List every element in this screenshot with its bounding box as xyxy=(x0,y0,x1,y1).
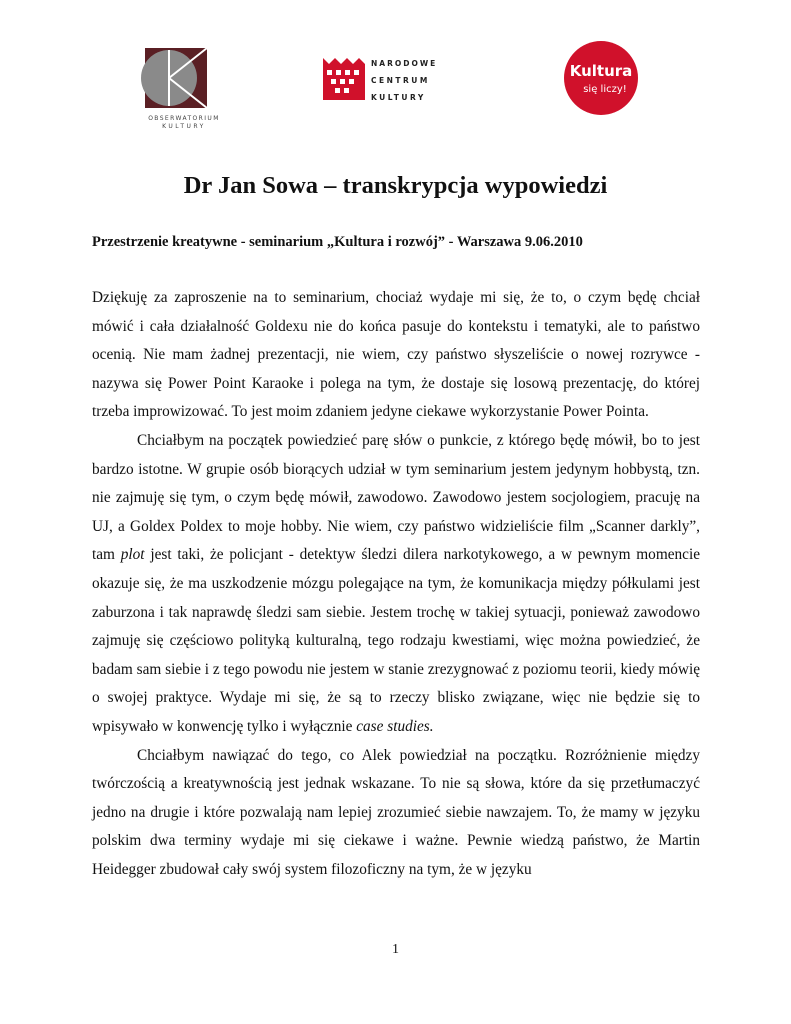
observatorium-line1: OBSERWATORIUM xyxy=(148,115,220,122)
paragraph-2-part-a: Chciałbym na początek powiedzieć parę słów o punkcie, z którego będę mówił, bo to jest bardzo istotne. W grupie osób biorących udział w tym seminarium jestem jedynym hobbystą, tzn. nie zajmuję się tym, o czym będę mówił, zawodowo. Zawodowo jestem socjologiem, pracuję na UJ, a Goldex Poldex to moje hobby. Nie wiem, czy państwo widzieliście film „Scanner darkly”, tam xyxy=(92,431,700,564)
nck-line3: KULTURY xyxy=(371,93,426,102)
observatorium-kultury-logo xyxy=(137,38,231,130)
logo-bar xyxy=(0,38,791,138)
narodowe-centrum-kultury-logo xyxy=(321,52,441,112)
kultura-line1: Kultura xyxy=(569,62,633,80)
paragraph-2 xyxy=(92,427,700,742)
paragraph-2-part-b: jest taki, że policjant - detektyw śledzi dilera narkotykowego, a w pewnym momencie okazuje się, że ma uszkodzenie mózgu polegające na tym, że komunikacja między półkulami jest zaburzona i tak naprawdę śledzi sam siebie. Jestem trochę w takiej sytuacji, ponieważ zawodowo zajmuję się częściowo polityką kulturalną, tego rodzaju kwestiami, więc można powiedzieć, że badam sam siebie i z tego powodu nie jestem w stanie zrezygnować z poziomu teorii, kiedy mówię o swojej praktyce. Wydaje mi się, że są to rzeczy blisko związane, więc nie będzie się to wpisywało w konwencję tylko i wyłącznie xyxy=(92,546,700,735)
kultura-sie-liczy-logo xyxy=(563,40,639,116)
page-number: 1 xyxy=(392,942,399,957)
paragraph-3: Chciałbym nawiązać do tego, co Alek powiedział na początku. Rozróżnienie między twórczością a kreatywnością jest jednak wskazane. To nie są słowa, które da się przetłumaczyć jedno na drugie i które pozwalają nam lepiej zrozumieć siebie nawzajem. To, że mamy w języku polskim dwa terminy wydaje mi się ciekawe i ważne. Pewnie wiedzą państwo, że Martin Heidegger zbudował cały swój system filozoficzny na tym, że w języku xyxy=(92,746,700,878)
document-subtitle: Przestrzenie kreatywne - seminarium „Kultura i rozwój” - Warszawa 9.06.2010 xyxy=(92,234,583,250)
italic-case-studies: case studies. xyxy=(356,717,434,735)
nck-line1: NARODOWE xyxy=(371,59,438,68)
kultura-line2: się liczy! xyxy=(583,84,627,95)
observatorium-line2: KULTURY xyxy=(162,123,206,130)
nck-line2: CENTRUM xyxy=(371,76,430,85)
italic-plot: plot xyxy=(120,546,145,564)
document-title: Dr Jan Sowa – transkrypcja wypowiedzi xyxy=(183,172,608,199)
paragraph-1: Dziękuję za zaproszenie na to seminarium, chociaż wydaje mi się, że to, o czym będę chciał mówić i cała działalność Goldexu nie do końca pasuje do kontekstu i tematyki, ale to państwo ocenią. Nie mam żadnej prezentacji, nie wiem, czy państwo słyszeliście o nowej rozrywce - nazywa się Power Point Karaoke i polega na tym, że dostaje się losową prezentację, do której trzeba improwizować. To jest moim zdaniem jedyne ciekawe wykorzystanie Power Pointa. xyxy=(92,289,700,421)
document-body xyxy=(92,284,700,884)
